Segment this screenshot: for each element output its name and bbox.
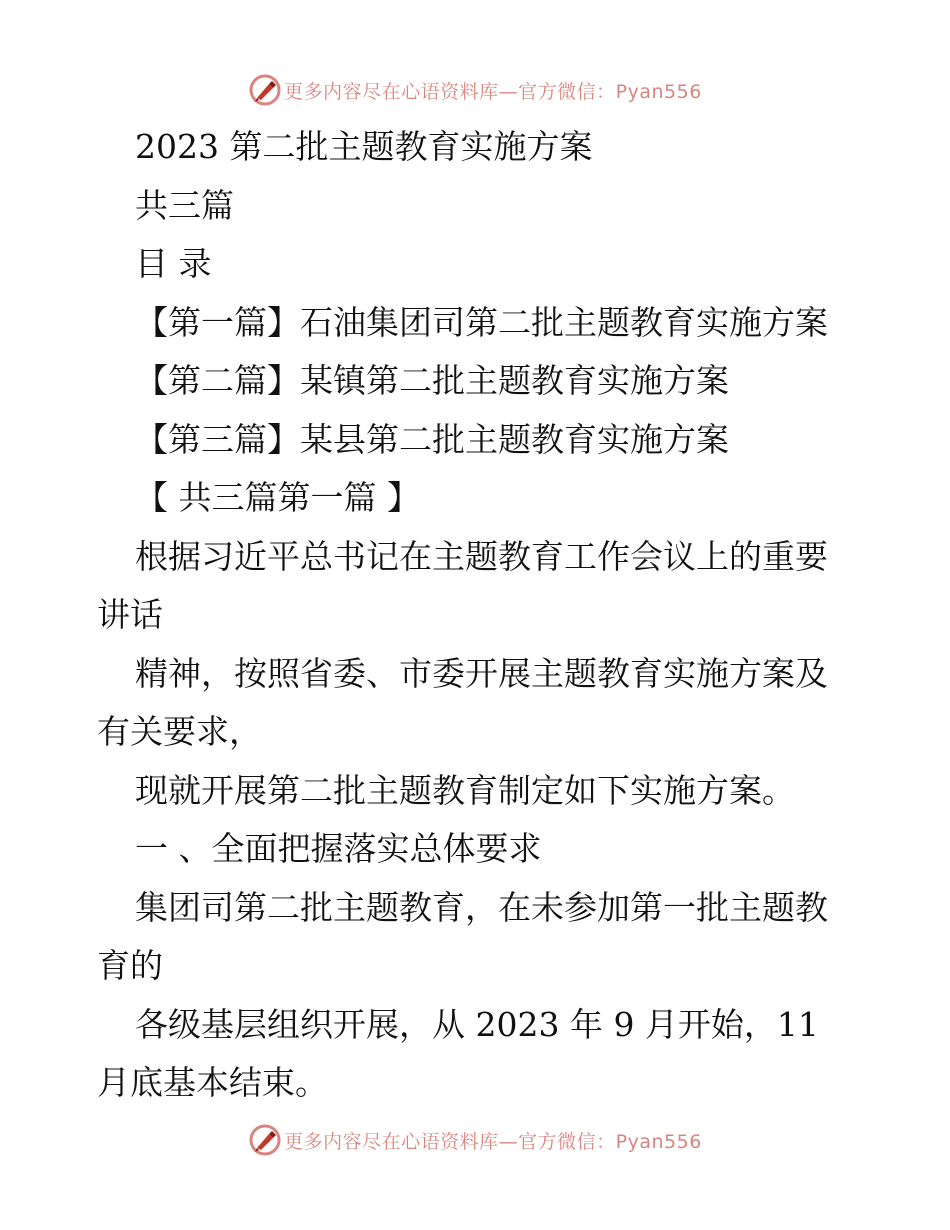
paragraph-line: 现就开展第二批主题教育制定如下实施方案。: [135, 770, 795, 810]
paragraph-line: 讲话: [97, 595, 163, 634]
watermark-banner-top: [0, 70, 950, 110]
watermark-text: 更多内容尽在心语资料库—官方微信：Pyan556: [284, 80, 702, 103]
paragraph-line: 各级基层组织开展，从 2023 年 9 月开始，11: [135, 1004, 819, 1044]
paragraph-line: 集团司第二批主题教育，在未参加第一批主题教: [135, 887, 828, 927]
paragraph-line: 根据习近平总书记在主题教育工作会议上的重要: [135, 536, 828, 576]
paragraph-line: 有关要求，: [97, 712, 262, 751]
toc-item-1: 【第一篇】石油集团司第二批主题教育实施方案: [135, 302, 828, 342]
collection-count: 共三篇: [135, 185, 234, 225]
watermark-text: 更多内容尽在心语资料库—官方微信：Pyan556: [284, 1130, 702, 1153]
document-body: [97, 118, 867, 1113]
toc-item-3: 【第三篇】某县第二批主题教育实施方案: [135, 419, 729, 459]
section-heading: 一 、全面把握落实总体要求: [135, 829, 542, 868]
toc-heading: 目 录: [135, 244, 212, 283]
paragraph-line: 育的: [97, 946, 163, 985]
toc-item-2: 【第二篇】某镇第二批主题教育实施方案: [135, 361, 729, 400]
document-title: 2023 第二批主题教育实施方案: [135, 127, 593, 166]
pen-logo-icon: [248, 1123, 282, 1157]
section-marker: 【 共三篇第一篇 】: [135, 478, 420, 517]
pen-logo-icon: [248, 73, 282, 107]
watermark-banner-bottom: [0, 1120, 950, 1160]
paragraph-line: 精神，按照省委、市委开展主题教育实施方案及: [135, 653, 828, 693]
paragraph-line: 月底基本结束。: [97, 1063, 328, 1102]
